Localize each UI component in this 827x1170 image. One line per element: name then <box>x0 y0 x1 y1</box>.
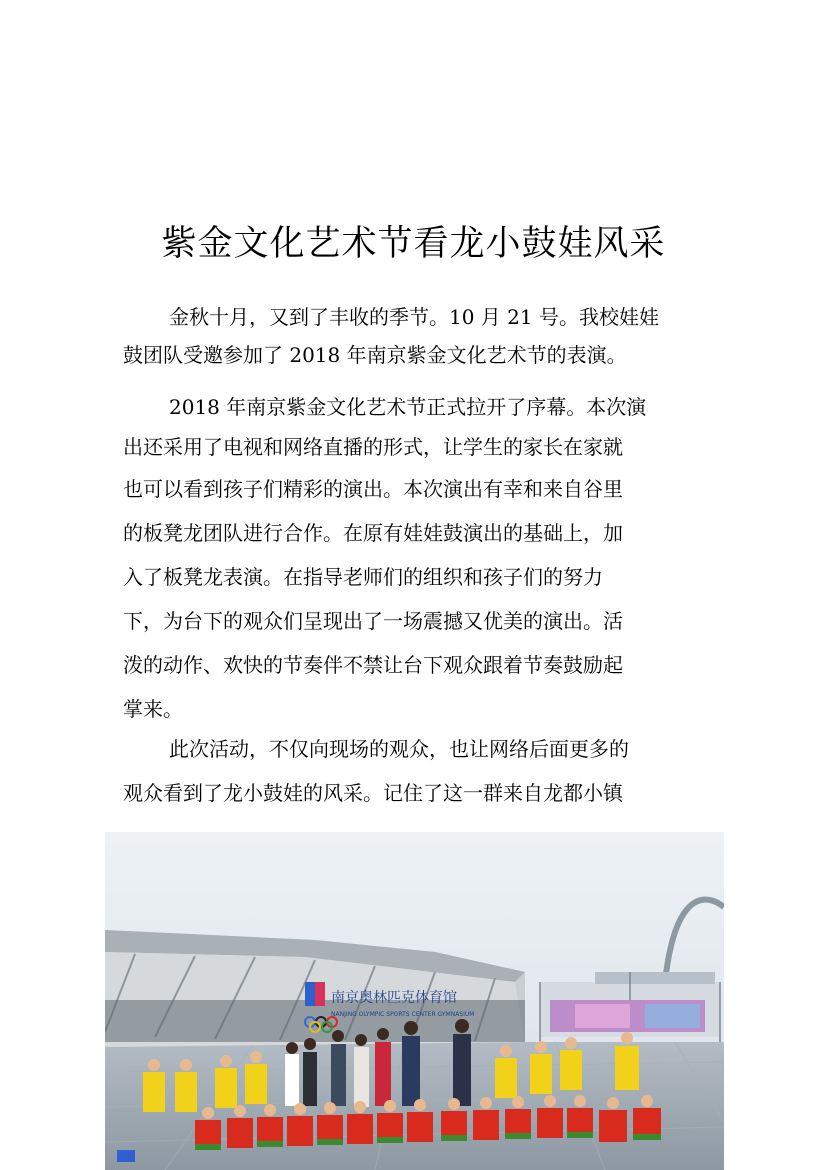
paragraph-line: 的板凳龙团队进行合作。在原有娃娃鼓演出的基础上，加 <box>123 521 623 545</box>
stadium-sign-subtext: NANJING OLYMPIC SPORTS CENTER GYMNASIUM <box>331 1011 475 1018</box>
paragraph-line: 掌来。 <box>123 697 183 721</box>
paragraph-2 <box>123 388 703 728</box>
paragraph-line: 下，为台下的观众们呈现出了一场震撼又优美的演出。活 <box>123 609 623 633</box>
paragraph-3 <box>123 730 703 812</box>
paragraph-line: 也可以看到孩子们精彩的演出。本次演出有幸和来自谷里 <box>123 477 623 501</box>
stadium-logo <box>305 982 325 1006</box>
stage-structure <box>540 972 720 1042</box>
paragraph-line: 金秋十月，又到了丰收的季节。10 月 21 号。我校娃娃 <box>169 305 659 329</box>
paragraph-line: 泼的动作、欢快的节奏伴不禁让台下观众跟着节奏鼓励起 <box>123 653 623 677</box>
event-photo <box>105 832 724 1170</box>
paragraph-line: 鼓团队受邀参加了 2018 年南京紫金文化艺术节的表演。 <box>123 343 627 367</box>
paragraph-line: 此次活动，不仅向现场的观众，也让网络后面更多的 <box>169 737 629 761</box>
stadium-sign: 南京奥林匹克体育馆 <box>331 990 457 1006</box>
blue-stool <box>117 1150 135 1162</box>
paragraph-line: 观众看到了龙小鼓娃的风采。记住了这一群来自龙都小镇 <box>123 781 623 805</box>
paragraph-line: 2018 年南京紫金文化艺术节正式拉开了序幕。本次演 <box>169 395 647 419</box>
paragraph-1 <box>123 298 703 374</box>
document-title: 紫金文化艺术节看龙小鼓娃风采 <box>161 224 666 264</box>
paragraph-line: 入了板凳龙表演。在指导老师们的组织和孩子们的努力 <box>123 565 603 589</box>
paragraph-line: 出还采用了电视和网络直播的形式，让学生的家长在家就 <box>123 435 623 459</box>
